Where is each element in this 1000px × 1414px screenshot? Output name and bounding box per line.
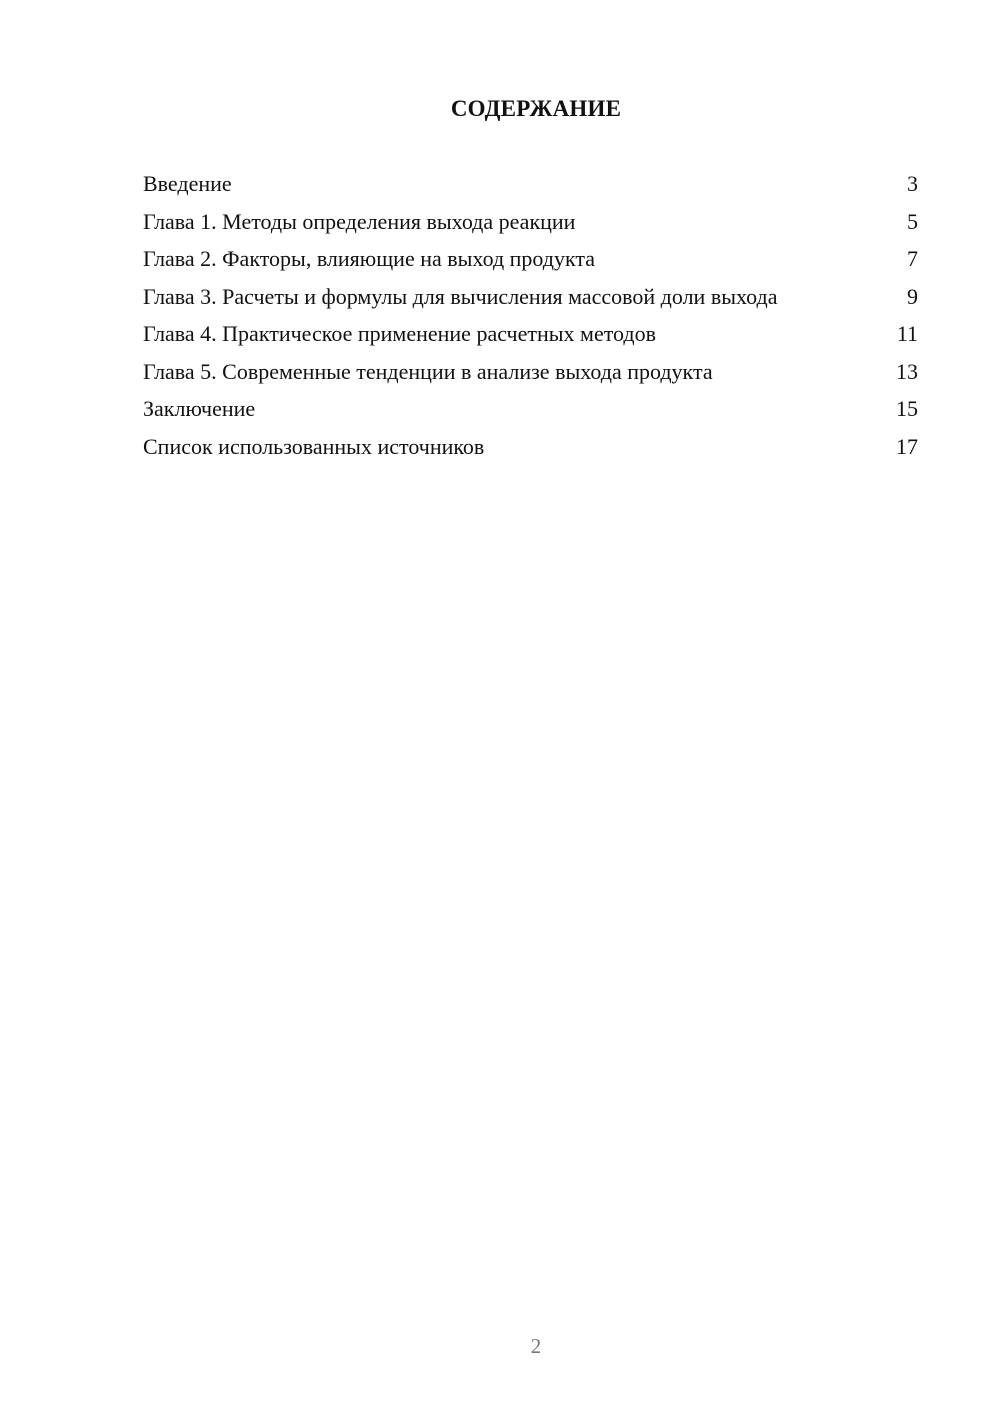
toc-entry-chapter-2 xyxy=(143,245,918,272)
toc-entry-introduction xyxy=(143,170,918,197)
toc-entry-references xyxy=(143,433,918,460)
toc-entry-text: Глава 1. Методы определения выхода реакции xyxy=(143,208,576,234)
toc-entry-text: Глава 2. Факторы, влияющие на выход продукта xyxy=(143,246,596,271)
page-number: 2 xyxy=(530,1334,542,1358)
toc-entry-page: 5 xyxy=(907,208,918,234)
toc-entry-text: Заключение xyxy=(143,396,256,421)
toc-entry-text: Глава 3. Расчеты и формулы для вычисления массовой доли выхода xyxy=(143,283,778,309)
toc-entry-chapter-3 xyxy=(143,283,918,310)
toc-entry-chapter-1 xyxy=(143,208,918,235)
toc-entry-page: 11 xyxy=(896,321,918,346)
toc-entry-page: 13 xyxy=(896,358,918,384)
toc-entry-page: 15 xyxy=(896,396,918,421)
toc-entry-chapter-4 xyxy=(143,320,918,347)
toc-entry-conclusion xyxy=(143,395,918,422)
toc-entry-text: Список использованных источников xyxy=(143,433,485,459)
toc-entry-page: 9 xyxy=(907,283,918,309)
toc-title: СОДЕРЖАНИЕ xyxy=(450,96,622,121)
toc-entry-page: 3 xyxy=(907,171,918,196)
toc-entry-page: 17 xyxy=(896,433,918,459)
table-of-contents xyxy=(143,170,918,470)
toc-entry-page: 7 xyxy=(907,246,918,271)
toc-entry-text: Глава 5. Современные тенденции в анализе выхода продукта xyxy=(143,358,713,384)
toc-entry-chapter-5 xyxy=(143,358,918,385)
toc-entry-text: Глава 4. Практическое применение расчетных методов xyxy=(143,321,656,346)
toc-entry-text: Введение xyxy=(143,171,232,196)
